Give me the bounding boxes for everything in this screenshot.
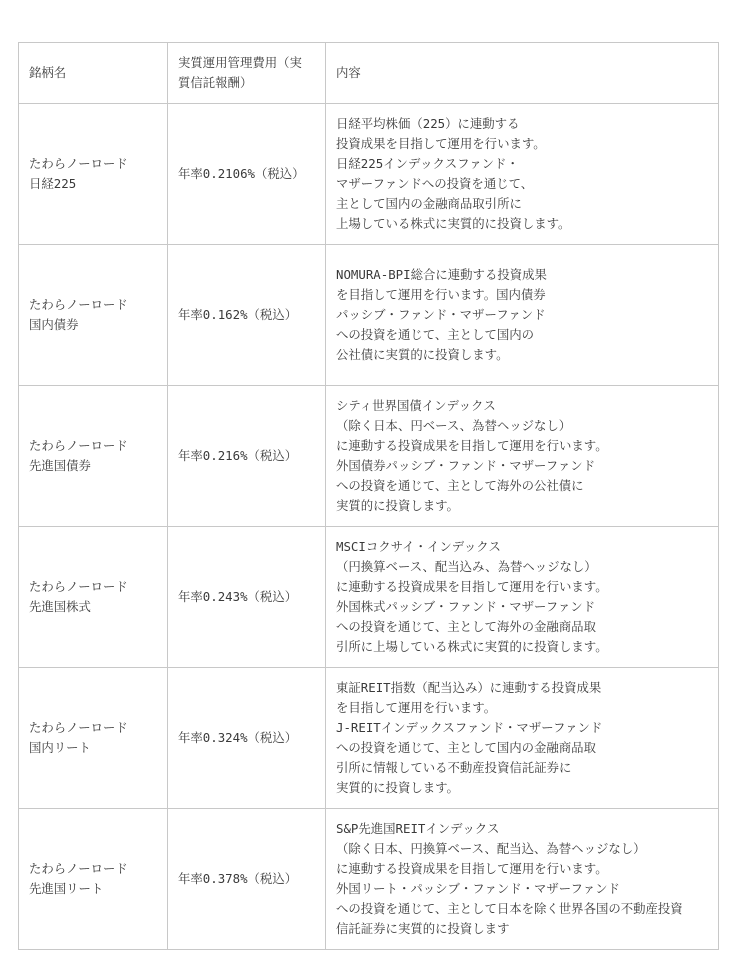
header-cost: 実質運用管理費用（実 質信託報酬） — [168, 43, 326, 104]
fund-name-cell: たわらノーロード 国内リート — [19, 668, 168, 809]
header-fund-name: 銘柄名 — [19, 43, 168, 104]
header-content: 内容 — [326, 43, 719, 104]
table-row — [19, 668, 719, 809]
content-cell: NOMURA-BPI総合に連動する投資成果 を目指して運用を行います。国内債券 パッシブ・ファンド・マザーファンド への投資を通じて、主として国内の 公社債に実質的に投資します。 — [326, 245, 719, 386]
table-row — [19, 386, 719, 527]
fund-name-cell: たわらノーロード 国内債券 — [19, 245, 168, 386]
table-header-row — [19, 43, 719, 104]
content-cell: 東証REIT指数（配当込み）に連動する投資成果 を目指して運用を行います。 J-REITインデックスファンド・マザーファンド への投資を通じて、主として国内の金融商品取 引所に情報している不動産投資信託証券に 実質的に投資します。 — [326, 668, 719, 809]
table-row — [19, 245, 719, 386]
cost-cell: 年率0.162%（税込） — [168, 245, 326, 386]
table-row — [19, 527, 719, 668]
content-cell: 日経平均株価（225）に連動する 投資成果を目指して運用を行います。 日経225インデックスファンド・ マザーファンドへの投資を通じて、 主として国内の金融商品取引所に 上場している株式に実質的に投資します。 — [326, 104, 719, 245]
table-row — [19, 104, 719, 245]
fund-table-container — [18, 42, 718, 950]
fund-name-cell: たわらノーロード 先進国債券 — [19, 386, 168, 527]
cost-cell: 年率0.378%（税込） — [168, 809, 326, 950]
fund-name-cell: たわらノーロード 先進国株式 — [19, 527, 168, 668]
cost-cell: 年率0.216%（税込） — [168, 386, 326, 527]
fund-name-cell: たわらノーロード 先進国リート — [19, 809, 168, 950]
content-cell: S&P先進国REITインデックス （除く日本、円換算ベース、配当込、為替ヘッジなし） に連動する投資成果を目指して運用を行います。 外国リート・パッシブ・ファンド・マザーファンド への投資を通じて、主として日本を除く世界各国の不動産投資 信託証券に実質的に投資します — [326, 809, 719, 950]
fund-name-cell: たわらノーロード 日経225 — [19, 104, 168, 245]
cost-cell: 年率0.324%（税込） — [168, 668, 326, 809]
content-cell: MSCIコクサイ・インデックス （円換算ベース、配当込み、為替ヘッジなし） に連動する投資成果を目指して運用を行います。 外国株式パッシブ・ファンド・マザーファンド への投資を通じて、主として海外の金融商品取 引所に上場している株式に実質的に投資します。 — [326, 527, 719, 668]
cost-cell: 年率0.243%（税込） — [168, 527, 326, 668]
content-cell: シティ世界国債インデックス （除く日本、円ベース、為替ヘッジなし） に連動する投資成果を目指して運用を行います。 外国債券パッシブ・ファンド・マザーファンド への投資を通じて、主として海外の公社債に 実質的に投資します。 — [326, 386, 719, 527]
table-row — [19, 809, 719, 950]
cost-cell: 年率0.2106%（税込） — [168, 104, 326, 245]
fund-table — [18, 42, 719, 950]
